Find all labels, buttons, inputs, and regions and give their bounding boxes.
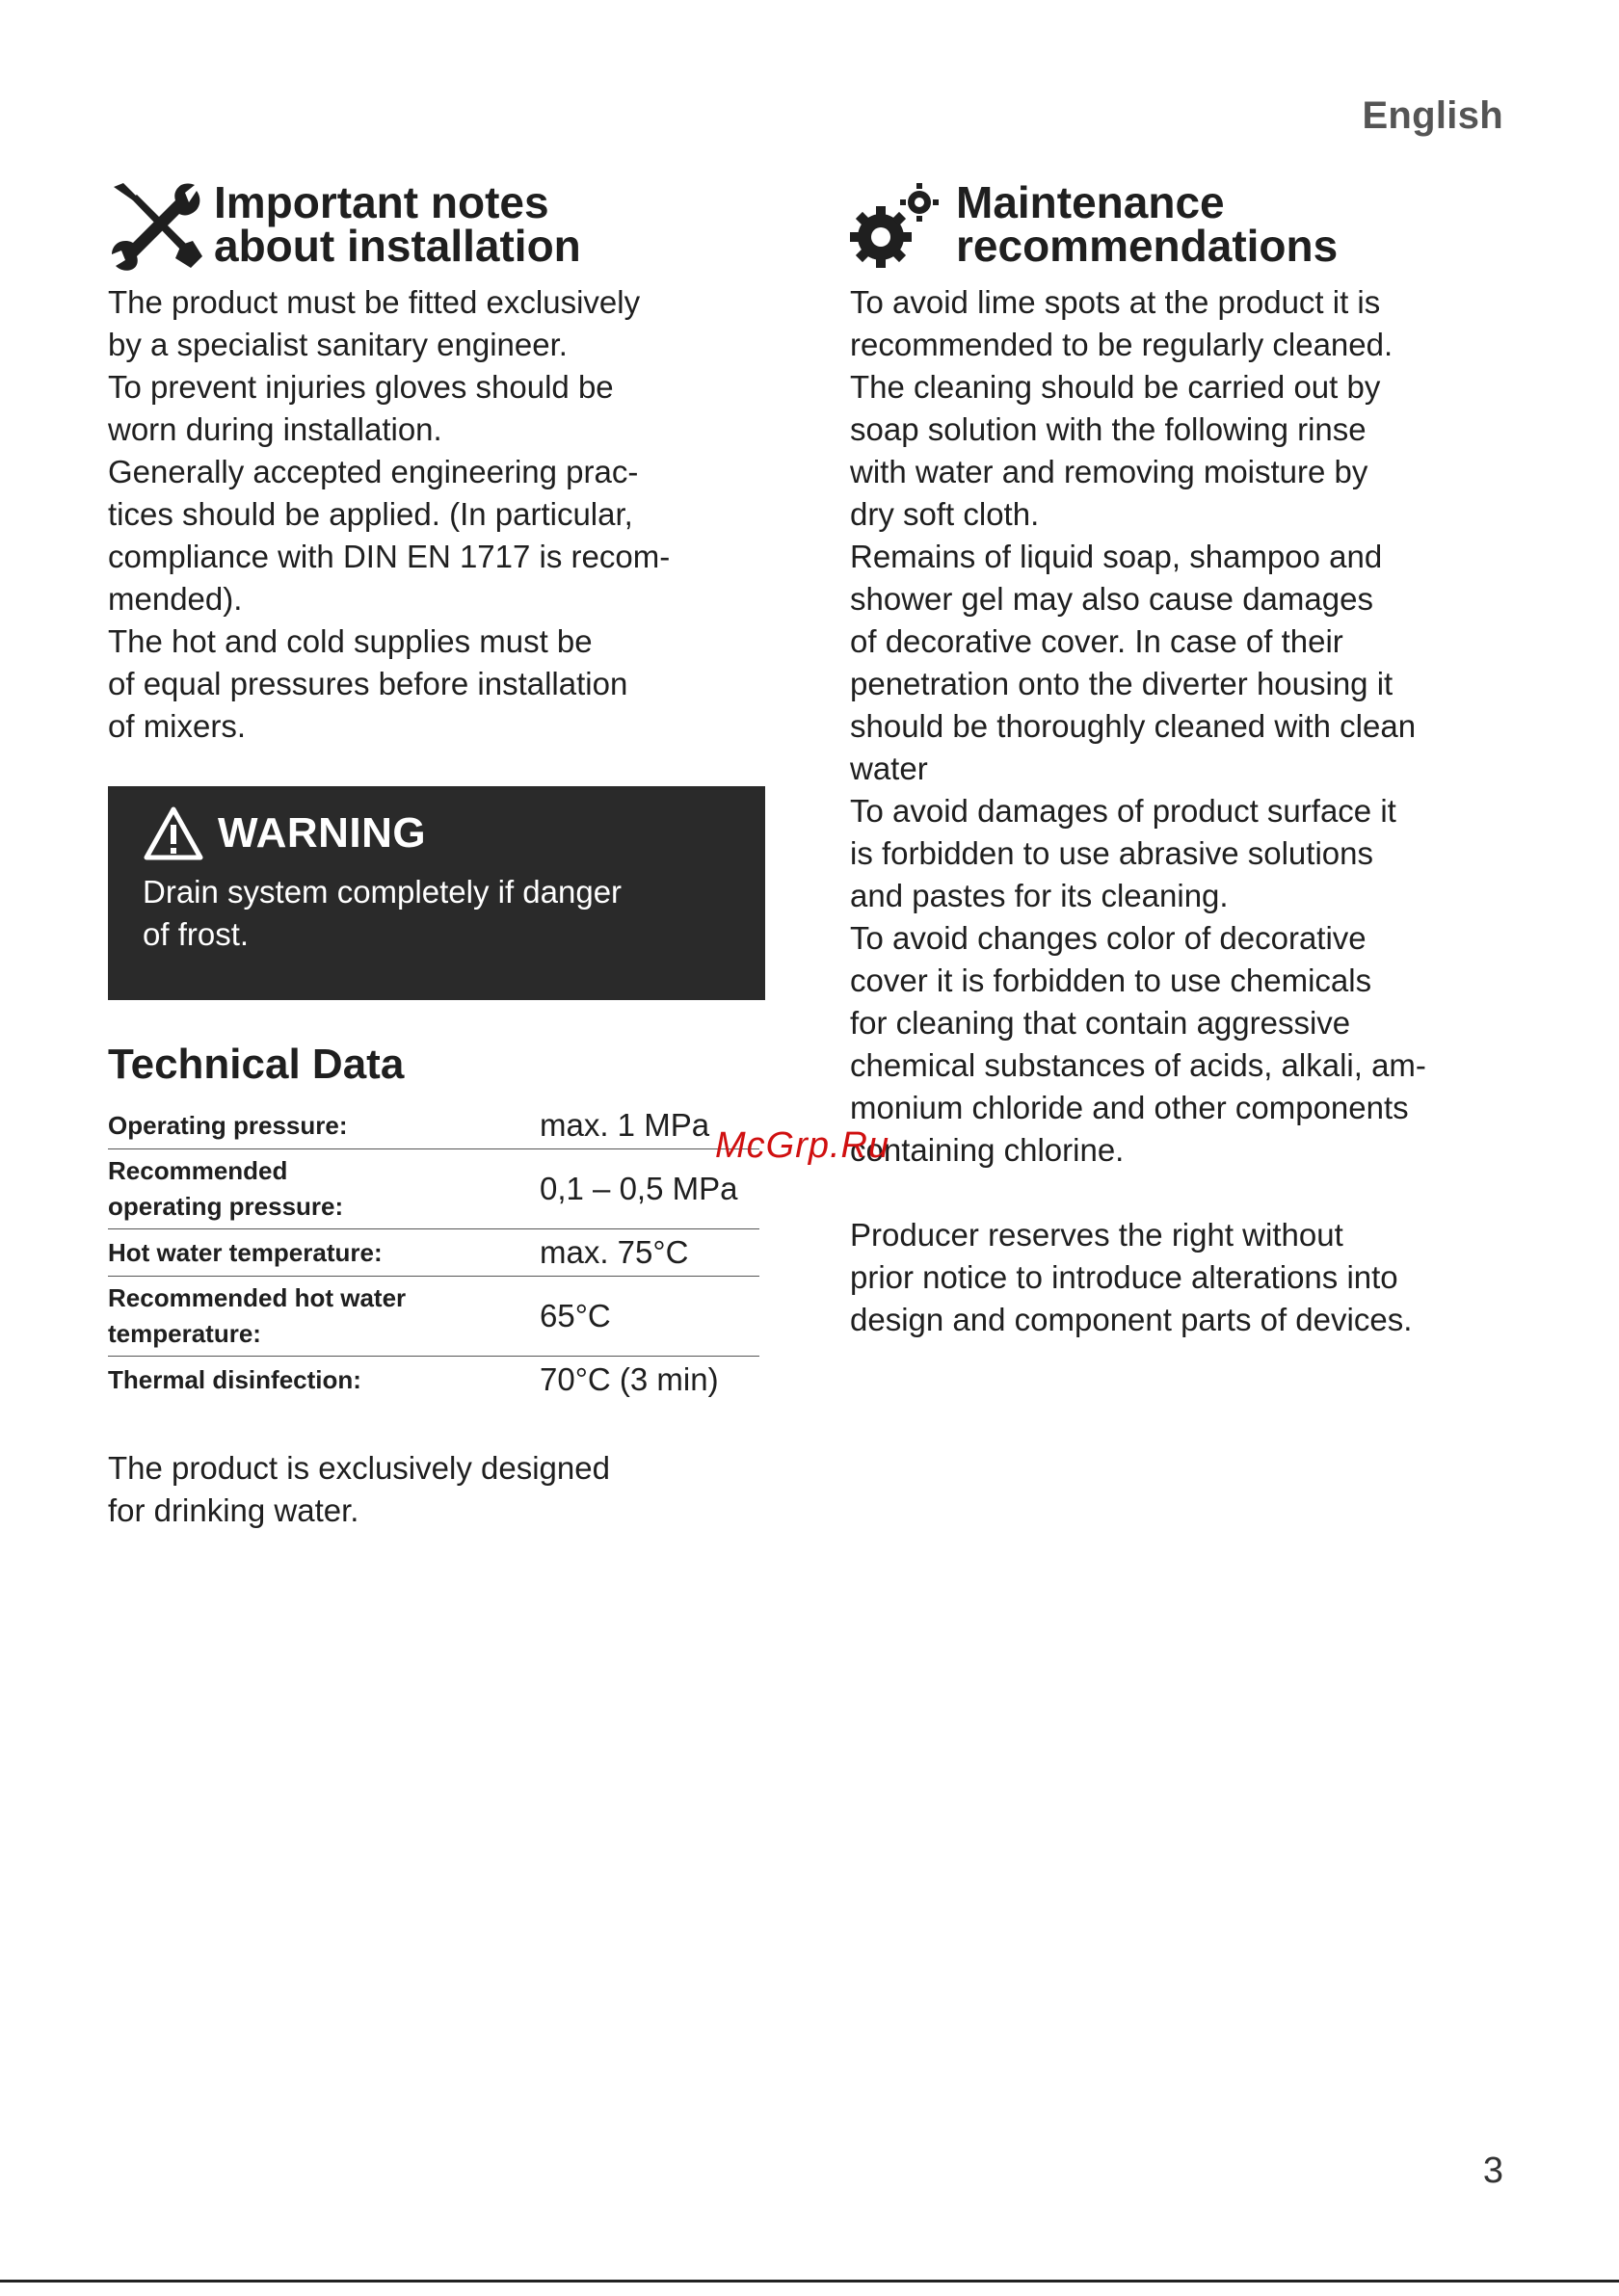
bottom-divider [0, 2280, 1619, 2283]
tools-icon [108, 181, 204, 274]
warning-box [108, 786, 765, 1000]
row-value: 0,1 – 0,5 MPa [540, 1149, 759, 1229]
row-label: Operating pressure: [108, 1102, 540, 1149]
installation-heading [108, 177, 765, 274]
warning-text: Drain system completely if danger of frost. [143, 874, 623, 952]
gears-icon [850, 181, 946, 274]
row-label: Thermal disinfection: [108, 1364, 361, 1394]
page-number: 3 [1482, 2151, 1503, 2191]
maintenance-heading [850, 177, 1515, 274]
left-column [108, 177, 765, 1532]
warning-title: WARNING [218, 809, 427, 857]
row-label: Recommended hot water temperature: [108, 1277, 540, 1357]
installation-title: Important notes about installation [214, 177, 581, 271]
watermark-text: McGrp.Ru [715, 1125, 890, 1166]
technical-data-title: Technical Data [108, 1041, 405, 1088]
row-value: max. 1 MPa [540, 1102, 759, 1149]
row-value: 65°C [540, 1277, 759, 1357]
warning-triangle-icon [143, 805, 204, 861]
maintenance-title: Maintenance recommendations [956, 177, 1339, 271]
installation-text: The product must be fitted exclusively by a specialist sanitary engineer. To prevent injuries gloves should be worn during installation. Generally accepted engineering prac- tices should be applied. (In particular, compliance with DIN EN 1717 is recom- mended). The hot and cold supplies must be of equal pressures before installation of mixers. [108, 284, 671, 744]
warning-heading [143, 805, 730, 861]
language-label: English [1362, 94, 1503, 137]
right-column [850, 177, 1515, 1341]
technical-data-table [108, 1102, 759, 1403]
table-row [108, 1229, 759, 1277]
row-label: Hot water temperature: [108, 1229, 540, 1277]
table-row [108, 1149, 759, 1229]
maintenance-text: To avoid lime spots at the product it is recommended to be regularly cleaned. The cleaning should be carried out by soap solution with the following rinse with water and removing moisture by dry soft cloth. Remains of liquid soap, shampoo and shower gel may also cause damages of decorative cover. In case of their penetration onto the diverter housing it should be thoroughly cleaned with clean water To avoid damages of product surface it is forbidden to use abrasive solutions and pastes for its cleaning. To avoid changes color of decorative cover it is forbidden to use chemicals for cleaning that contain aggressive chemical substances of acids, alkali, am- monium chloride and other components containing chlorine. Producer reserves the right without prior notice to introduce alterations into design and component parts of devices. [850, 284, 1426, 1337]
row-value: max. 75°C [540, 1229, 759, 1277]
table-row [108, 1102, 759, 1149]
row-label: Recommended operating pressure: [108, 1149, 540, 1229]
table-row [108, 1277, 759, 1357]
table-row [108, 1357, 759, 1404]
drinking-water-note: The product is exclusively designed for drinking water. [108, 1450, 610, 1528]
row-value: 70°C (3 min) [540, 1361, 719, 1397]
